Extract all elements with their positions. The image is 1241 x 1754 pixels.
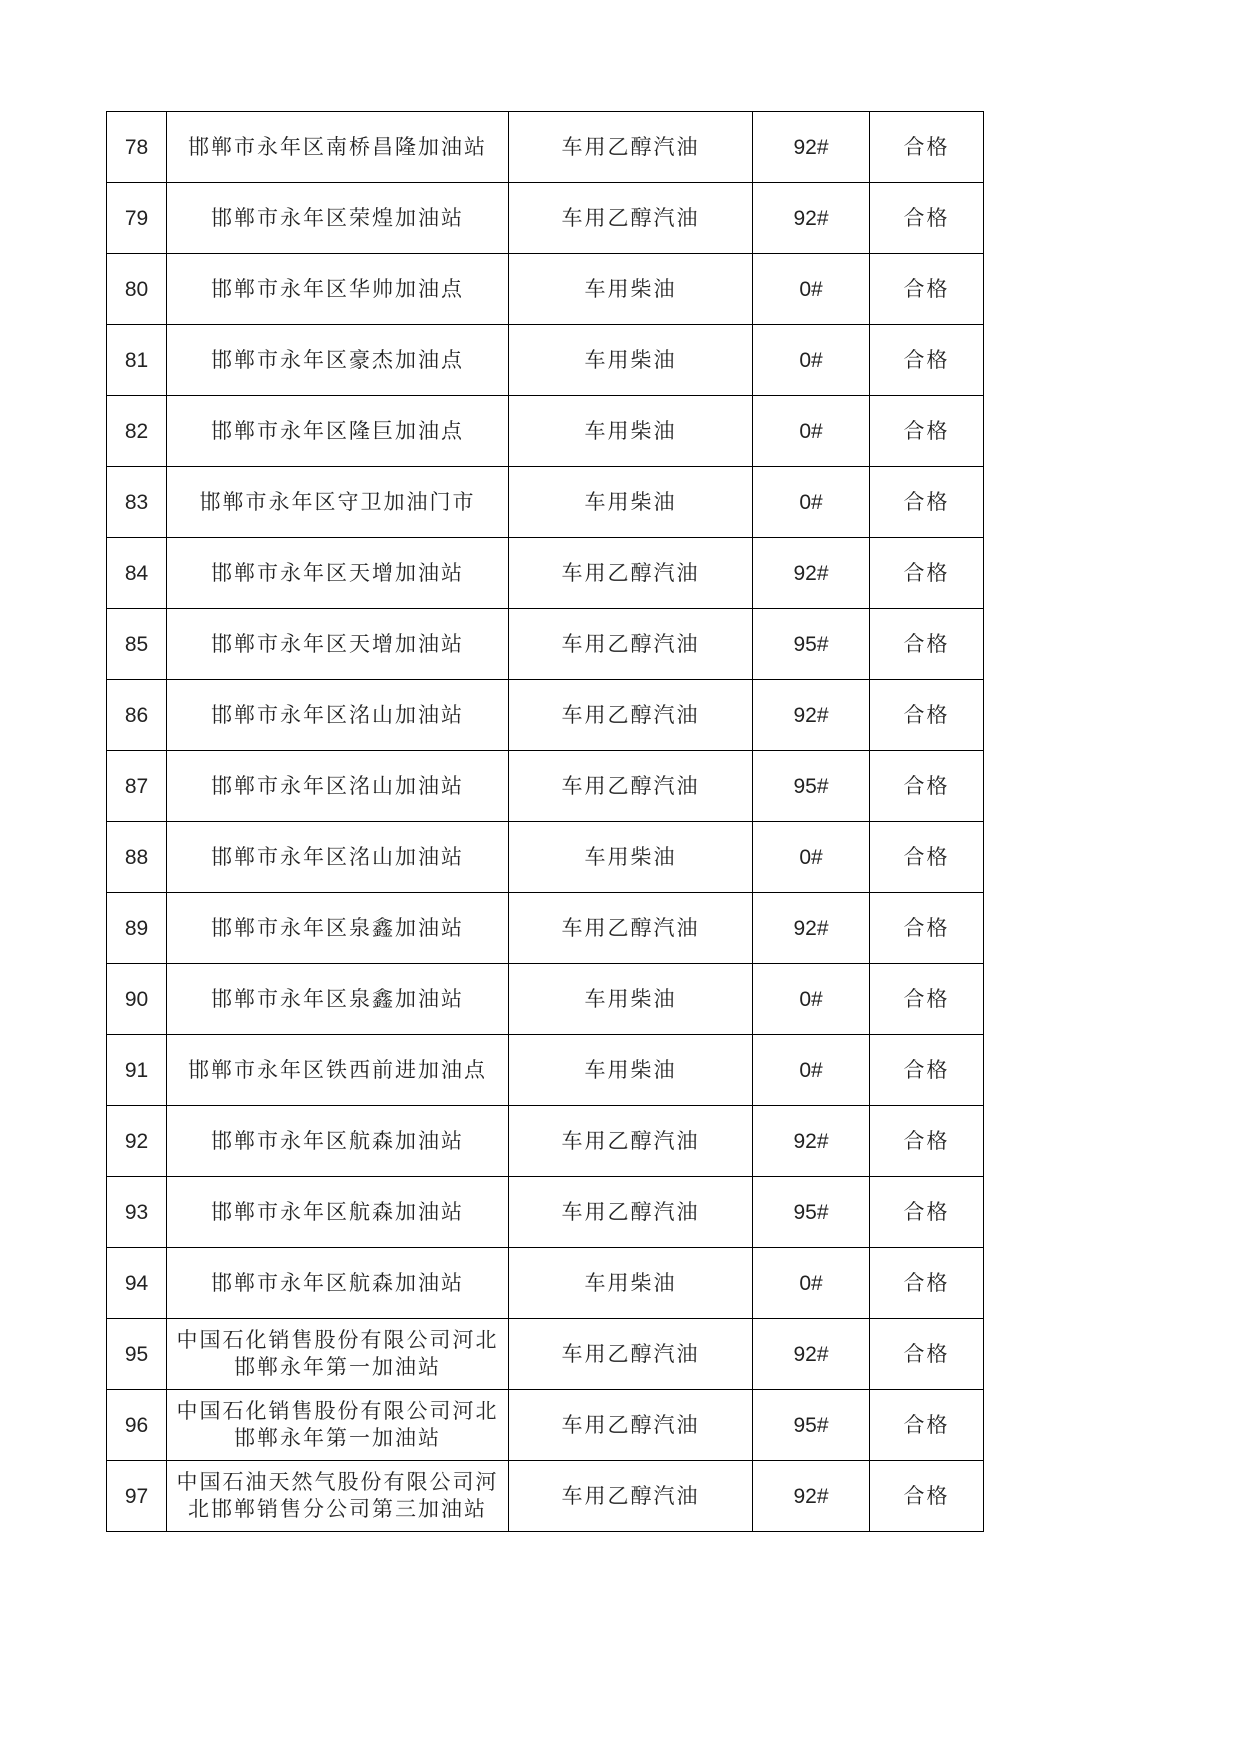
- table-row: [107, 325, 984, 396]
- station-name-cell: 邯郸市永年区泉鑫加油站: [167, 964, 509, 1035]
- inspection-result-cell: 合格: [870, 751, 984, 822]
- inspection-results-table: [106, 111, 984, 1532]
- row-number-cell: 82: [107, 396, 167, 467]
- inspection-result-cell: 合格: [870, 1390, 984, 1461]
- station-name-cell: 邯郸市永年区铁西前进加油点: [167, 1035, 509, 1106]
- row-number-cell: 84: [107, 538, 167, 609]
- fuel-grade-cell: 92#: [753, 1461, 870, 1532]
- inspection-result-cell: 合格: [870, 822, 984, 893]
- product-type-cell: 车用柴油: [509, 467, 753, 538]
- product-type-cell: 车用柴油: [509, 254, 753, 325]
- station-name-cell: 邯郸市永年区天增加油站: [167, 538, 509, 609]
- product-type-cell: 车用乙醇汽油: [509, 538, 753, 609]
- inspection-result-cell: 合格: [870, 893, 984, 964]
- product-type-cell: 车用柴油: [509, 396, 753, 467]
- inspection-result-cell: 合格: [870, 1035, 984, 1106]
- table-row: [107, 1035, 984, 1106]
- table-row: [107, 1177, 984, 1248]
- row-number-cell: 97: [107, 1461, 167, 1532]
- inspection-result-cell: 合格: [870, 112, 984, 183]
- fuel-grade-cell: 0#: [753, 822, 870, 893]
- row-number-cell: 93: [107, 1177, 167, 1248]
- table-row: [107, 822, 984, 893]
- table-row: [107, 183, 984, 254]
- table-body: [107, 112, 984, 1532]
- row-number-cell: 78: [107, 112, 167, 183]
- row-number-cell: 83: [107, 467, 167, 538]
- fuel-grade-cell: 0#: [753, 396, 870, 467]
- table-row: [107, 396, 984, 467]
- inspection-result-cell: 合格: [870, 1106, 984, 1177]
- inspection-result-cell: 合格: [870, 1319, 984, 1390]
- inspection-result-cell: 合格: [870, 1461, 984, 1532]
- station-name-cell: 邯郸市永年区洺山加油站: [167, 680, 509, 751]
- table-row: [107, 254, 984, 325]
- row-number-cell: 94: [107, 1248, 167, 1319]
- table-row: [107, 1461, 984, 1532]
- product-type-cell: 车用柴油: [509, 822, 753, 893]
- station-name-cell: 中国石油天然气股份有限公司河北邯郸销售分公司第三加油站: [167, 1461, 509, 1532]
- fuel-grade-cell: 0#: [753, 325, 870, 396]
- fuel-grade-cell: 95#: [753, 609, 870, 680]
- product-type-cell: 车用乙醇汽油: [509, 1106, 753, 1177]
- inspection-result-cell: 合格: [870, 1177, 984, 1248]
- inspection-result-cell: 合格: [870, 609, 984, 680]
- product-type-cell: 车用柴油: [509, 325, 753, 396]
- inspection-result-cell: 合格: [870, 254, 984, 325]
- table-row: [107, 1319, 984, 1390]
- table-row: [107, 1248, 984, 1319]
- fuel-grade-cell: 92#: [753, 680, 870, 751]
- product-type-cell: 车用乙醇汽油: [509, 1390, 753, 1461]
- product-type-cell: 车用乙醇汽油: [509, 893, 753, 964]
- station-name-cell: 邯郸市永年区洺山加油站: [167, 751, 509, 822]
- product-type-cell: 车用乙醇汽油: [509, 680, 753, 751]
- table-row: [107, 609, 984, 680]
- table-row: [107, 751, 984, 822]
- fuel-grade-cell: 92#: [753, 1319, 870, 1390]
- station-name-cell: 邯郸市永年区天增加油站: [167, 609, 509, 680]
- row-number-cell: 89: [107, 893, 167, 964]
- station-name-cell: 中国石化销售股份有限公司河北邯郸永年第一加油站: [167, 1390, 509, 1461]
- table-row: [107, 112, 984, 183]
- inspection-result-cell: 合格: [870, 325, 984, 396]
- inspection-result-cell: 合格: [870, 964, 984, 1035]
- fuel-grade-cell: 0#: [753, 1035, 870, 1106]
- station-name-cell: 邯郸市永年区航森加油站: [167, 1177, 509, 1248]
- row-number-cell: 87: [107, 751, 167, 822]
- row-number-cell: 85: [107, 609, 167, 680]
- fuel-grade-cell: 0#: [753, 467, 870, 538]
- fuel-grade-cell: 92#: [753, 112, 870, 183]
- station-name-cell: 邯郸市永年区豪杰加油点: [167, 325, 509, 396]
- product-type-cell: 车用乙醇汽油: [509, 751, 753, 822]
- table-row: [107, 1106, 984, 1177]
- fuel-grade-cell: 95#: [753, 1177, 870, 1248]
- fuel-grade-cell: 0#: [753, 1248, 870, 1319]
- row-number-cell: 92: [107, 1106, 167, 1177]
- station-name-cell: 邯郸市永年区航森加油站: [167, 1106, 509, 1177]
- table-row: [107, 1390, 984, 1461]
- table-row: [107, 893, 984, 964]
- product-type-cell: 车用柴油: [509, 964, 753, 1035]
- table-row: [107, 538, 984, 609]
- product-type-cell: 车用乙醇汽油: [509, 183, 753, 254]
- inspection-result-cell: 合格: [870, 467, 984, 538]
- station-name-cell: 邯郸市永年区泉鑫加油站: [167, 893, 509, 964]
- station-name-cell: 中国石化销售股份有限公司河北邯郸永年第一加油站: [167, 1319, 509, 1390]
- table-row: [107, 680, 984, 751]
- row-number-cell: 81: [107, 325, 167, 396]
- product-type-cell: 车用柴油: [509, 1035, 753, 1106]
- fuel-grade-cell: 92#: [753, 538, 870, 609]
- fuel-grade-cell: 95#: [753, 1390, 870, 1461]
- fuel-grade-cell: 92#: [753, 1106, 870, 1177]
- row-number-cell: 80: [107, 254, 167, 325]
- row-number-cell: 88: [107, 822, 167, 893]
- row-number-cell: 96: [107, 1390, 167, 1461]
- station-name-cell: 邯郸市永年区航森加油站: [167, 1248, 509, 1319]
- row-number-cell: 95: [107, 1319, 167, 1390]
- inspection-result-cell: 合格: [870, 1248, 984, 1319]
- inspection-result-cell: 合格: [870, 680, 984, 751]
- table-row: [107, 964, 984, 1035]
- fuel-grade-cell: 92#: [753, 183, 870, 254]
- product-type-cell: 车用乙醇汽油: [509, 1319, 753, 1390]
- row-number-cell: 91: [107, 1035, 167, 1106]
- fuel-grade-cell: 0#: [753, 964, 870, 1035]
- station-name-cell: 邯郸市永年区南桥昌隆加油站: [167, 112, 509, 183]
- row-number-cell: 86: [107, 680, 167, 751]
- fuel-grade-cell: 95#: [753, 751, 870, 822]
- station-name-cell: 邯郸市永年区洺山加油站: [167, 822, 509, 893]
- station-name-cell: 邯郸市永年区隆巨加油点: [167, 396, 509, 467]
- product-type-cell: 车用乙醇汽油: [509, 112, 753, 183]
- table-row: [107, 467, 984, 538]
- inspection-result-cell: 合格: [870, 538, 984, 609]
- product-type-cell: 车用柴油: [509, 1248, 753, 1319]
- inspection-result-cell: 合格: [870, 183, 984, 254]
- station-name-cell: 邯郸市永年区守卫加油门市: [167, 467, 509, 538]
- product-type-cell: 车用乙醇汽油: [509, 1461, 753, 1532]
- product-type-cell: 车用乙醇汽油: [509, 609, 753, 680]
- station-name-cell: 邯郸市永年区华帅加油点: [167, 254, 509, 325]
- fuel-grade-cell: 92#: [753, 893, 870, 964]
- row-number-cell: 90: [107, 964, 167, 1035]
- product-type-cell: 车用乙醇汽油: [509, 1177, 753, 1248]
- fuel-grade-cell: 0#: [753, 254, 870, 325]
- station-name-cell: 邯郸市永年区荣煌加油站: [167, 183, 509, 254]
- inspection-result-cell: 合格: [870, 396, 984, 467]
- row-number-cell: 79: [107, 183, 167, 254]
